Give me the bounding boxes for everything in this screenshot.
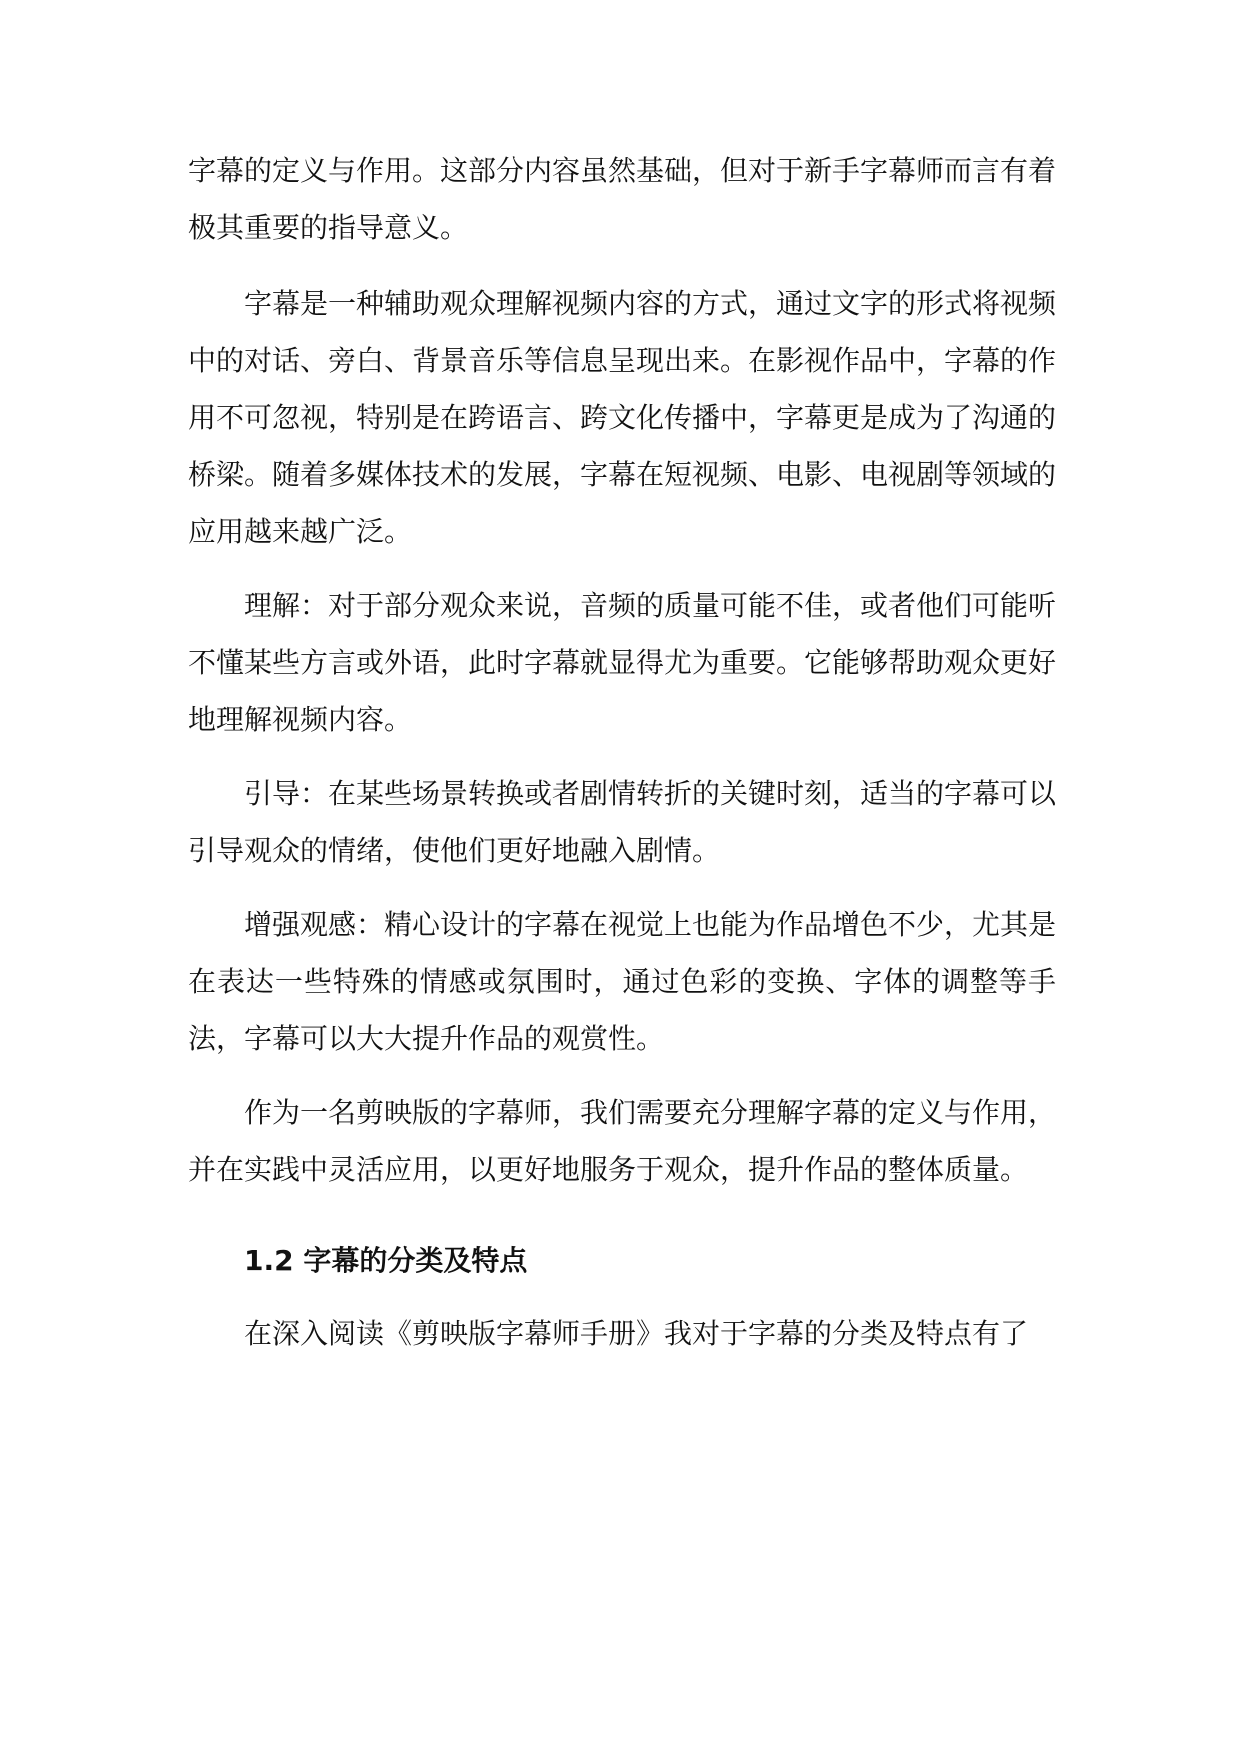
document-body bbox=[188, 142, 1056, 1379]
paragraph-enhance-viewing: 增强观感：精心设计的字幕在视觉上也能为作品增色不少，尤其是在表达一些特殊的情感或氛围时，通过色彩的变换、字体的调整等手法，字幕可以大大提升作品的观赏性。 bbox=[188, 908, 1057, 1055]
paragraph-summary: 作为一名剪映版的字幕师，我们需要充分理解字幕的定义与作用，并在实践中灵活应用，以更好地服务于观众，提升作品的整体质量。 bbox=[188, 1096, 1057, 1186]
paragraph-understanding: 理解：对于部分观众来说，音频的质量可能不佳，或者他们可能听不懂某些方言或外语，此时字幕就显得尤为重要。它能够帮助观众更好地理解视频内容。 bbox=[188, 589, 1057, 736]
section-heading: 1.2 字幕的分类及特点 bbox=[244, 1244, 528, 1277]
paragraph-guidance: 引导：在某些场景转换或者剧情转折的关键时刻，适当的字幕可以引导观众的情绪，使他们更好地融入剧情。 bbox=[188, 777, 1057, 867]
paragraph-subtitle-definition: 字幕是一种辅助观众理解视频内容的方式，通过文字的形式将视频中的对话、旁白、背景音乐等信息呈现出来。在影视作品中，字幕的作用不可忽视，特别是在跨语言、跨文化传播中，字幕更是成为了沟通的桥梁。随着多媒体技术的发展，字幕在短视频、电影、电视剧等领域的应用越来越广泛。 bbox=[188, 287, 1057, 548]
paragraph-continuation: 字幕的定义与作用。这部分内容虽然基础，但对于新手字幕师而言有着极其重要的指导意义。 bbox=[188, 154, 1057, 244]
paragraph-section-intro: 在深入阅读《剪映版字幕师手册》我对于字幕的分类及特点有了 bbox=[244, 1317, 1029, 1350]
